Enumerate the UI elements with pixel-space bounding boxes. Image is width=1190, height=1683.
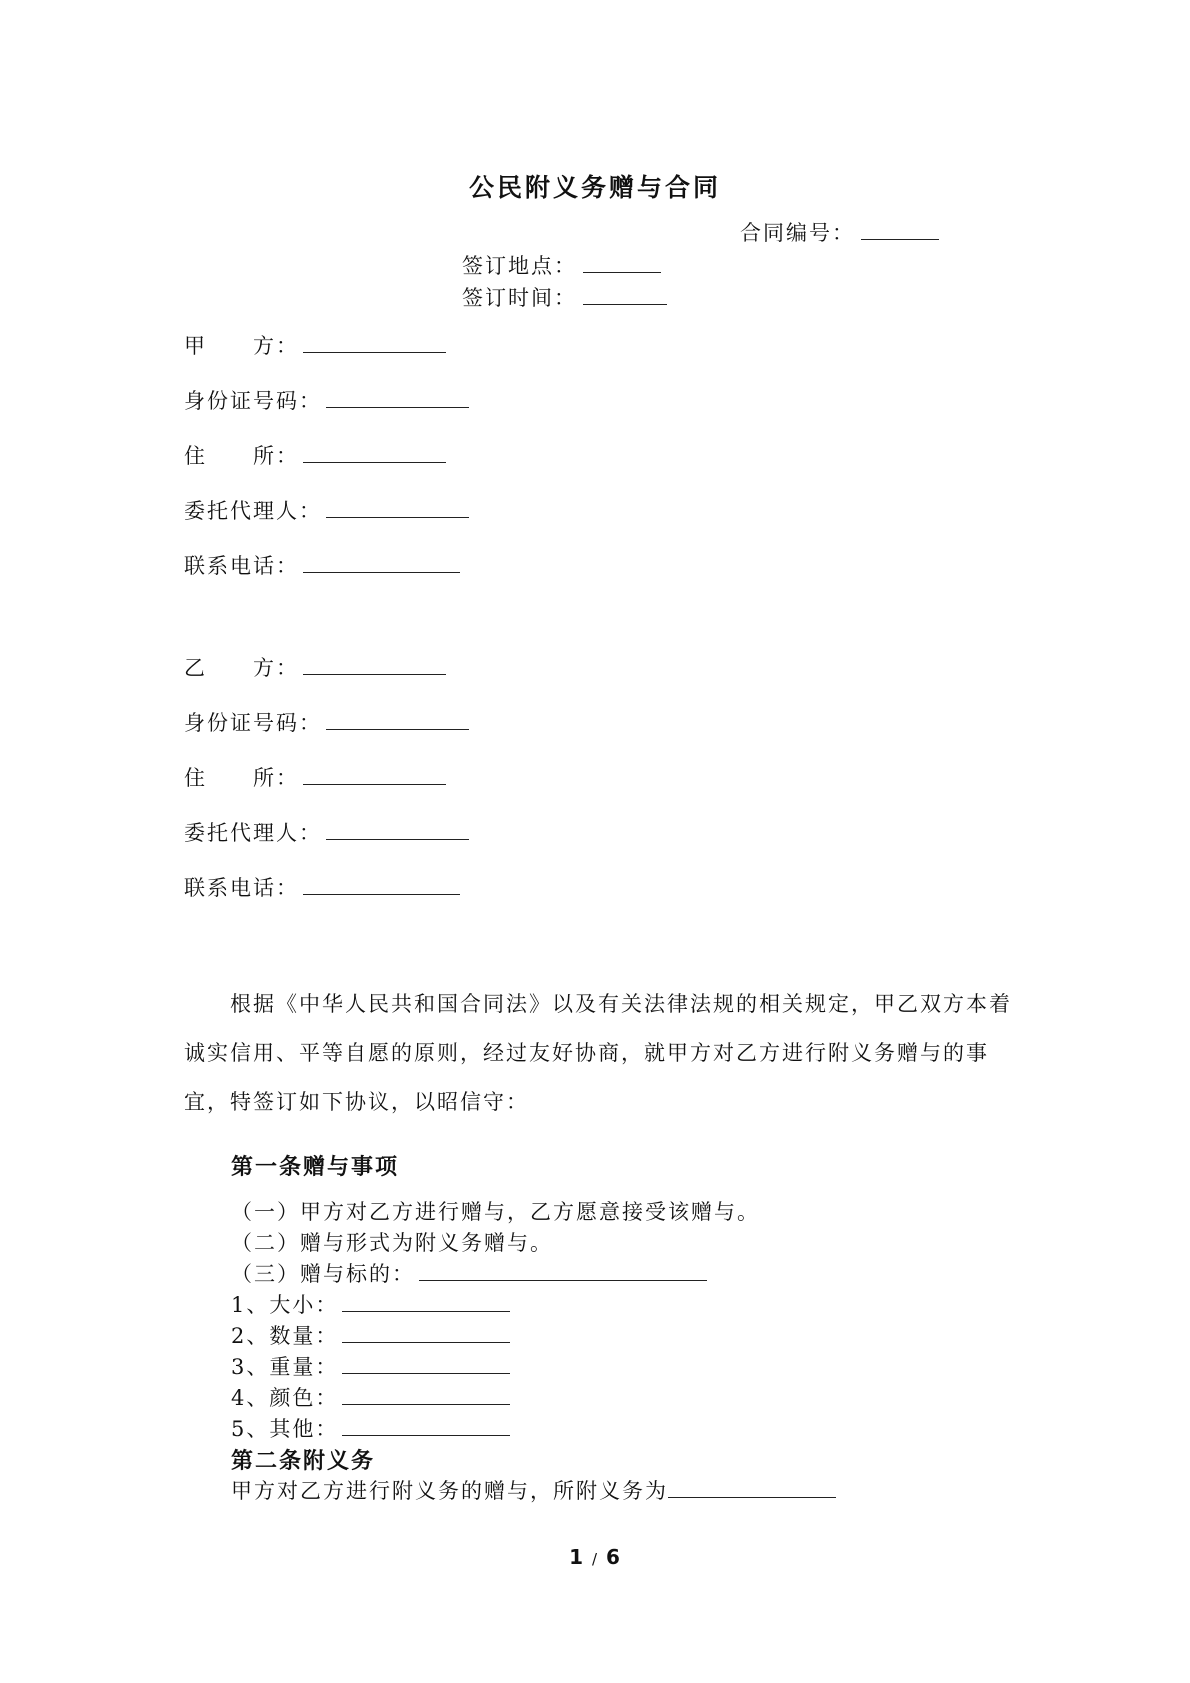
sign-time-label: 签订时间： xyxy=(462,286,577,310)
gift-size-line xyxy=(231,1289,510,1319)
gift-color-blank[interactable] xyxy=(342,1384,510,1405)
gift-quantity-label: 2、数量： xyxy=(231,1324,339,1348)
gift-quantity-line xyxy=(231,1320,510,1350)
intro-paragraph xyxy=(184,980,1019,1127)
page-separator: / xyxy=(591,1550,599,1568)
article-2-text: 甲方对乙方进行附义务的赠与，所附义务为 xyxy=(231,1479,668,1503)
gift-quantity-blank[interactable] xyxy=(342,1322,510,1343)
gift-other-blank[interactable] xyxy=(342,1415,510,1436)
intro-text: 根据《中华人民共和国合同法》以及有关法律法规的相关规定，甲乙双方本着诚实信用、平等自愿的原则，经过友好协商，就甲方对乙方进行附义务赠与的事宜，特签订如下协议，以昭信守： xyxy=(184,992,1012,1114)
gift-size-label: 1、大小： xyxy=(231,1293,339,1317)
party-a-phone-line xyxy=(184,550,460,580)
article-1-heading: 第一条赠与事项 xyxy=(231,1154,400,1180)
party-a-name-line xyxy=(184,330,446,360)
party-b-address-line xyxy=(184,762,446,792)
party-b-phone-blank[interactable] xyxy=(303,874,460,895)
gift-other-line xyxy=(231,1413,510,1443)
gift-weight-line xyxy=(231,1351,510,1381)
party-a-id-line xyxy=(184,385,469,415)
party-a-name-blank[interactable] xyxy=(303,332,446,353)
party-a-agent-line xyxy=(184,495,469,525)
sign-place-label: 签订地点： xyxy=(462,254,577,278)
party-b-agent-line xyxy=(184,817,469,847)
article-1-item-3-line xyxy=(231,1258,707,1288)
party-b-agent-blank[interactable] xyxy=(326,819,469,840)
party-a-agent-label: 委托代理人： xyxy=(184,499,322,523)
contract-number-blank[interactable] xyxy=(861,219,939,240)
party-b-id-blank[interactable] xyxy=(326,709,469,730)
party-b-address-blank[interactable] xyxy=(303,764,446,785)
party-b-name-line xyxy=(184,652,446,682)
article-1-item-2: （二）赠与形式为附义务赠与。 xyxy=(231,1231,553,1255)
page-total: 6 xyxy=(606,1545,621,1569)
article-2-text-line xyxy=(231,1475,836,1505)
sign-place-blank[interactable] xyxy=(583,252,661,273)
party-a-phone-blank[interactable] xyxy=(303,552,460,573)
page-current: 1 xyxy=(569,1545,584,1569)
gift-weight-label: 3、重量： xyxy=(231,1355,339,1379)
obligation-blank[interactable] xyxy=(668,1477,836,1498)
article-1-item-3-label: （三）赠与标的： xyxy=(231,1262,415,1286)
sign-time-blank[interactable] xyxy=(583,284,667,305)
party-b-name-blank[interactable] xyxy=(303,654,446,675)
party-b-agent-label: 委托代理人： xyxy=(184,821,322,845)
contract-number-label: 合同编号： xyxy=(740,221,855,245)
page-number xyxy=(0,1545,1190,1569)
party-a-phone-label: 联系电话： xyxy=(184,554,299,578)
party-b-id-label: 身份证号码： xyxy=(184,711,322,735)
party-a-address-line xyxy=(184,440,446,470)
gift-color-label: 4、颜色： xyxy=(231,1386,339,1410)
gift-subject-blank[interactable] xyxy=(419,1260,707,1281)
article-2-heading: 第二条附义务 xyxy=(231,1448,376,1474)
party-b-id-line xyxy=(184,707,469,737)
article-1-item-1: （一）甲方对乙方进行赠与，乙方愿意接受该赠与。 xyxy=(231,1200,760,1224)
contract-number-line xyxy=(740,217,939,247)
gift-color-line xyxy=(231,1382,510,1412)
party-b-name-label: 乙 方： xyxy=(184,656,299,680)
gift-weight-blank[interactable] xyxy=(342,1353,510,1374)
party-a-address-label: 住 所： xyxy=(184,444,299,468)
gift-other-label: 5、其他： xyxy=(231,1417,339,1441)
party-a-name-label: 甲 方： xyxy=(184,334,299,358)
party-a-id-label: 身份证号码： xyxy=(184,389,322,413)
party-a-id-blank[interactable] xyxy=(326,387,469,408)
sign-time-line xyxy=(462,282,667,312)
document-title: 公民附义务赠与合同 xyxy=(468,173,721,202)
party-b-phone-label: 联系电话： xyxy=(184,876,299,900)
gift-size-blank[interactable] xyxy=(342,1291,510,1312)
sign-place-line xyxy=(462,250,661,280)
party-a-address-blank[interactable] xyxy=(303,442,446,463)
party-a-agent-blank[interactable] xyxy=(326,497,469,518)
party-b-address-label: 住 所： xyxy=(184,766,299,790)
party-b-phone-line xyxy=(184,872,460,902)
